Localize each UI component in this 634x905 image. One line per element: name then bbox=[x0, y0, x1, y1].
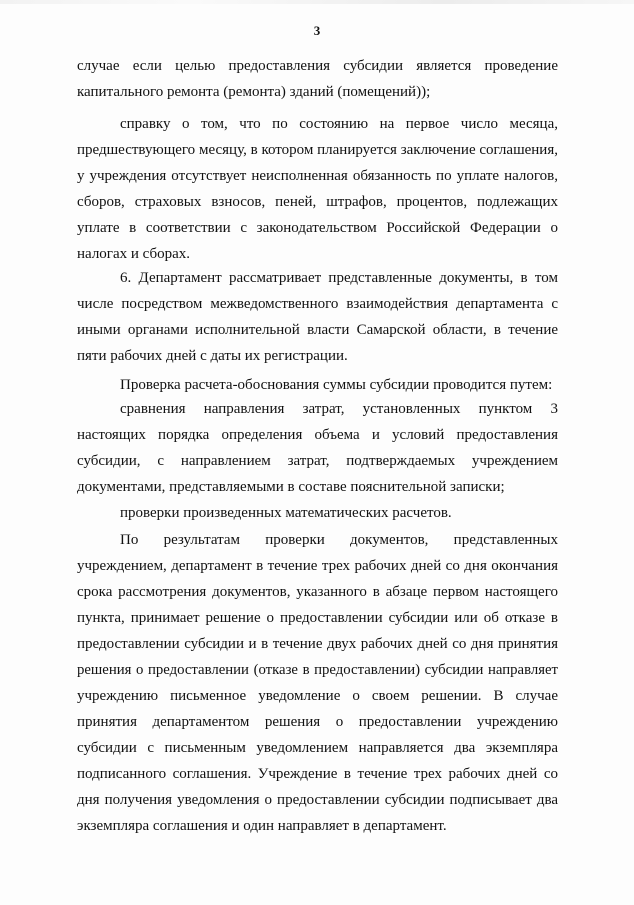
text-line: срока рассмотрения документов, указанного в абзаце первом настоящего bbox=[77, 584, 558, 600]
text-line: предоставлении субсидии и в течение двух рабочих дней со дня принятия bbox=[77, 636, 558, 652]
text-line: учреждению письменное уведомление о своем решении. В случае bbox=[77, 688, 558, 704]
text-line: дня получения уведомления о предоставлении субсидии подписывает два bbox=[77, 792, 558, 808]
text-line: пяти рабочих дней с даты их регистрации. bbox=[77, 348, 348, 364]
text-line: предшествующего месяцу, в котором планируется заключение соглашения, bbox=[77, 142, 558, 158]
text-line: 6. Департамент рассматривает представленные документы, в том bbox=[120, 270, 558, 286]
text-line: решения о предоставлении (отказе в предоставлении) субсидии направляет bbox=[77, 662, 558, 678]
scan-edge bbox=[0, 0, 634, 4]
text-line: документами, представляемыми в составе пояснительной записки; bbox=[77, 479, 505, 495]
text-line: По результатам проверки документов, представленных bbox=[120, 532, 558, 548]
text-line: учреждением, департамент в течение трех рабочих дней со дня окончания bbox=[77, 558, 558, 574]
text-line: проверки произведенных математических расчетов. bbox=[120, 505, 452, 521]
page-number: 3 bbox=[313, 23, 321, 38]
text-line: сравнения направления затрат, установленных пунктом 3 bbox=[120, 401, 558, 417]
text-line: принятия департаментом решения о предоставлении учреждению bbox=[77, 714, 558, 730]
text-line: подписанного соглашения. Учреждение в течение трех рабочих дней со bbox=[77, 766, 558, 782]
text-line: случае если целью предоставления субсидии является проведение bbox=[77, 58, 558, 74]
text-line: иными органами исполнительной власти Самарской области, в течение bbox=[77, 322, 558, 338]
text-line: уплате в соответствии с законодательством Российской Федерации о bbox=[77, 220, 558, 236]
text-line: субсидии, с направлением затрат, подтверждаемых учреждением bbox=[77, 453, 558, 469]
text-line: у учреждения отсутствует неисполненная обязанность по уплате налогов, bbox=[77, 168, 558, 184]
text-line: субсидии с письменным уведомлением направляется два экземпляра bbox=[77, 740, 558, 756]
text-line: пункта, принимает решение о предоставлении субсидии или об отказе в bbox=[77, 610, 558, 626]
text-line: настоящих порядка определения объема и условий предоставления bbox=[77, 427, 558, 443]
text-line: числе посредством межведомственного взаимодействия департамента с bbox=[77, 296, 558, 312]
text-line: сборов, страховых взносов, пеней, штрафов, процентов, подлежащих bbox=[77, 194, 558, 210]
text-line: капитального ремонта (ремонта) зданий (помещений)); bbox=[77, 84, 431, 100]
text-line: налогах и сборах. bbox=[77, 246, 191, 262]
text-line: справку о том, что по состоянию на первое число месяца, bbox=[120, 116, 558, 132]
text-line: экземпляра соглашения и один направляет в департамент. bbox=[77, 818, 447, 834]
text-line: Проверка расчета-обоснования суммы субсидии проводится путем: bbox=[120, 377, 553, 393]
